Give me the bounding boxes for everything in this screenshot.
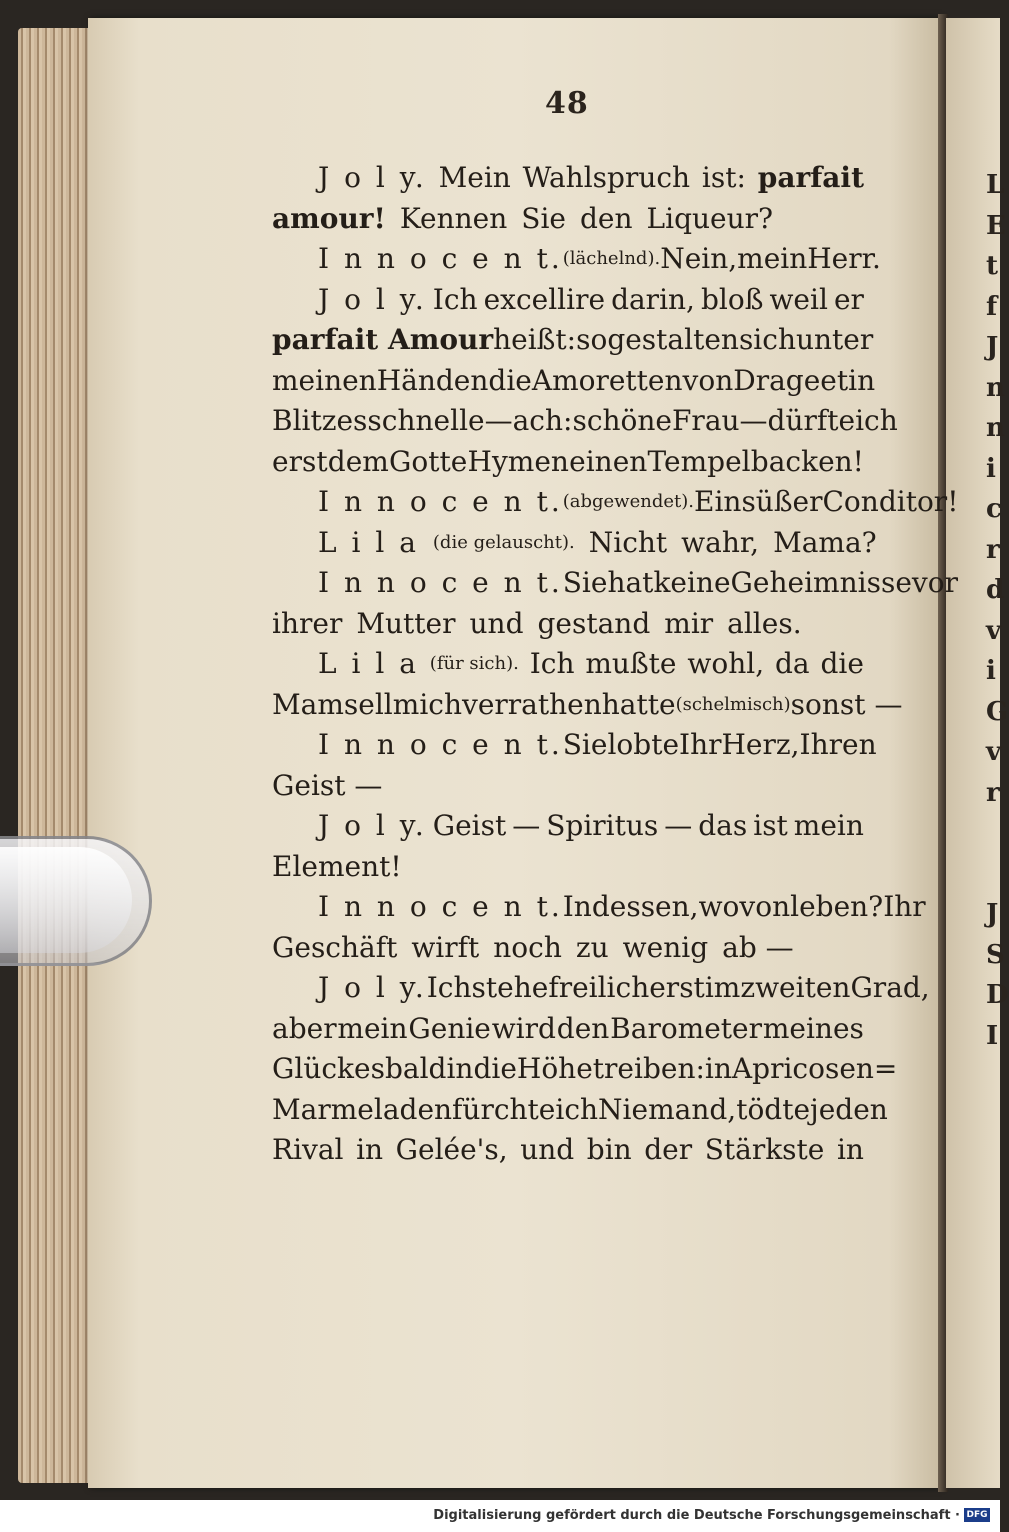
text-line bbox=[272, 1049, 898, 1090]
speaker-name: I n n o c e n t. bbox=[318, 890, 563, 923]
next-page-letter: t bbox=[986, 251, 999, 281]
word: excellire bbox=[483, 282, 606, 316]
word: mein bbox=[793, 809, 864, 842]
word: dem bbox=[327, 444, 389, 478]
word: Nein, bbox=[660, 242, 738, 275]
word: der bbox=[644, 1133, 693, 1166]
word: heißt: bbox=[493, 323, 577, 356]
word: den bbox=[556, 1011, 610, 1045]
word: in bbox=[356, 1133, 384, 1166]
next-page-letter: v bbox=[986, 615, 1002, 646]
word: Sie bbox=[562, 566, 608, 599]
word: die bbox=[473, 1052, 517, 1085]
word: gestand bbox=[537, 606, 651, 640]
word: Nicht bbox=[588, 525, 668, 559]
word: Niemand, bbox=[598, 1092, 737, 1126]
word: ist: bbox=[701, 161, 746, 194]
dfg-logo-icon: DFG bbox=[964, 1508, 990, 1522]
page-text bbox=[272, 158, 959, 1171]
word: die bbox=[488, 363, 532, 397]
word: meinen bbox=[272, 363, 377, 397]
word: backen! bbox=[750, 444, 864, 478]
word: von bbox=[682, 363, 734, 397]
word: Geheimnisse bbox=[730, 566, 912, 599]
word: fürchte bbox=[452, 1092, 556, 1126]
word: süßer bbox=[741, 485, 823, 518]
word: Händen bbox=[376, 363, 489, 397]
word: Geschäft bbox=[272, 930, 398, 964]
word: Ihren bbox=[799, 728, 877, 761]
word: Grad, bbox=[850, 971, 930, 1004]
word: hat bbox=[607, 566, 654, 599]
text-line bbox=[272, 320, 874, 361]
word: Rival bbox=[272, 1133, 344, 1166]
word: hatte bbox=[601, 687, 676, 721]
word: Apricosen= bbox=[731, 1052, 898, 1085]
word: ich bbox=[555, 1092, 599, 1126]
text-line bbox=[272, 158, 864, 199]
text-line bbox=[272, 604, 864, 645]
word: verrathen bbox=[462, 687, 602, 721]
word: Ihr bbox=[883, 890, 926, 923]
word: aber bbox=[272, 1011, 337, 1045]
word: Geist — bbox=[272, 768, 383, 802]
next-page-letter: d bbox=[986, 575, 1005, 605]
text-line bbox=[272, 1090, 888, 1131]
next-page-letter: L bbox=[986, 170, 1005, 200]
text-line bbox=[272, 1130, 864, 1171]
word: (für sich). bbox=[429, 653, 519, 674]
word: leben? bbox=[790, 890, 884, 923]
text-line bbox=[272, 725, 877, 766]
word: sich bbox=[738, 323, 796, 356]
book-clip bbox=[0, 836, 152, 966]
word: den bbox=[579, 201, 633, 235]
word: lobte bbox=[607, 728, 680, 761]
word: unter bbox=[795, 323, 874, 356]
word: Genie bbox=[408, 1011, 491, 1045]
word: und bbox=[520, 1133, 575, 1166]
word: weil bbox=[769, 282, 828, 316]
text-line bbox=[272, 563, 958, 604]
word: in bbox=[848, 363, 876, 397]
next-page-letter: v bbox=[986, 737, 1002, 767]
word: Mama? bbox=[773, 525, 877, 559]
text-line bbox=[272, 199, 864, 240]
word: Mamsell bbox=[272, 687, 393, 721]
speaker-name: J o l y. bbox=[318, 809, 427, 842]
word: (die gelauscht). bbox=[432, 531, 575, 553]
word: Ihr bbox=[679, 728, 722, 761]
word: in bbox=[704, 1052, 732, 1085]
word: wahr, bbox=[681, 525, 760, 559]
next-page-letter: J bbox=[986, 332, 999, 362]
word: Drageet bbox=[733, 363, 849, 397]
word: mein bbox=[737, 242, 808, 275]
word: Hymen bbox=[467, 444, 569, 478]
text-line bbox=[272, 523, 877, 564]
word: Mutter bbox=[356, 606, 456, 640]
word: und bbox=[469, 606, 524, 640]
footer bbox=[0, 1500, 1000, 1532]
word: Gotte bbox=[389, 444, 468, 478]
word: (lächelnd). bbox=[562, 248, 661, 269]
word: mein bbox=[337, 1011, 408, 1045]
word: — bbox=[739, 404, 768, 437]
text-line bbox=[272, 239, 881, 280]
word: freilich bbox=[548, 971, 650, 1004]
word: Höhe bbox=[516, 1052, 593, 1085]
word: parfait Amour bbox=[272, 323, 494, 356]
word: Amoretten bbox=[531, 363, 683, 397]
word: Tempel bbox=[647, 444, 751, 478]
next-page-letter: G bbox=[986, 696, 1009, 727]
text-line bbox=[272, 685, 903, 726]
page-number: 48 bbox=[545, 86, 589, 121]
word: wenig bbox=[622, 930, 709, 964]
word: jeden bbox=[810, 1092, 888, 1126]
word: Marmeladen bbox=[272, 1092, 453, 1126]
text-line bbox=[272, 401, 898, 442]
word: ich bbox=[855, 404, 898, 437]
word: stehe bbox=[471, 971, 549, 1004]
word: Indessen, bbox=[562, 890, 699, 923]
word: (schelmisch) bbox=[675, 693, 791, 715]
word: Blitzesschnelle bbox=[272, 404, 485, 437]
word: dürfte bbox=[767, 404, 856, 437]
word: erst bbox=[649, 971, 705, 1004]
text-line bbox=[272, 482, 959, 523]
word: Sie bbox=[521, 201, 566, 235]
next-page-letter: J bbox=[986, 899, 999, 929]
word: die bbox=[820, 647, 864, 680]
word: amour! bbox=[272, 201, 386, 235]
word: mußte bbox=[585, 647, 677, 680]
word: (abgewendet). bbox=[562, 491, 694, 512]
speaker-name: L i l a bbox=[318, 647, 419, 680]
word: Ein bbox=[694, 485, 742, 518]
next-page-letter: c bbox=[986, 494, 1002, 524]
word: ach: bbox=[512, 404, 573, 437]
word: da bbox=[774, 647, 810, 680]
speaker-name: I n n o c e n t. bbox=[318, 242, 563, 275]
word: einen bbox=[569, 444, 648, 478]
next-page-letter: E bbox=[986, 210, 1006, 241]
text-line bbox=[272, 766, 864, 807]
word: mir bbox=[664, 606, 714, 640]
speaker-name: I n n o c e n t. bbox=[318, 485, 563, 518]
word: sonst — bbox=[790, 687, 903, 721]
speaker-name: L i l a bbox=[318, 525, 419, 559]
text-line bbox=[272, 887, 926, 928]
text-line bbox=[272, 806, 864, 847]
text-line bbox=[272, 442, 864, 483]
book-clip-inner bbox=[0, 847, 132, 953]
word: Mein bbox=[438, 161, 511, 194]
word: Sie bbox=[562, 728, 608, 761]
word: Barometer bbox=[610, 1011, 763, 1045]
word: — bbox=[512, 809, 541, 842]
next-page-letter: S bbox=[986, 939, 1005, 970]
word: das bbox=[698, 809, 748, 842]
word: zu bbox=[575, 930, 609, 964]
word: Spiritus bbox=[546, 809, 659, 842]
next-page-letter: n bbox=[986, 413, 1005, 443]
word: noch bbox=[493, 930, 562, 964]
text-line bbox=[272, 361, 876, 402]
word: Geist bbox=[432, 809, 507, 842]
word: im bbox=[704, 971, 741, 1004]
word: Conditor! bbox=[822, 485, 959, 518]
text-line bbox=[272, 280, 864, 321]
word: tödte bbox=[736, 1092, 811, 1126]
word: keine bbox=[653, 566, 731, 599]
word: erst bbox=[272, 444, 328, 478]
word: gestalten bbox=[607, 323, 739, 356]
word: — bbox=[484, 404, 513, 437]
word: Herr. bbox=[807, 242, 881, 275]
word: wirft bbox=[411, 930, 480, 964]
speaker-name: I n n o c e n t. bbox=[318, 566, 563, 599]
word: Element! bbox=[272, 849, 402, 883]
footer-credit: Digitalisierung gefördert durch die Deutsche Forschungsgemeinschaft · bbox=[433, 1508, 960, 1523]
word: schöne bbox=[572, 404, 672, 437]
word: wohl, bbox=[687, 647, 765, 680]
next-page-letter: i bbox=[986, 656, 996, 686]
text-line bbox=[272, 644, 864, 685]
text-line bbox=[272, 847, 864, 888]
word: bald bbox=[384, 1052, 447, 1085]
word: ihrer bbox=[272, 606, 343, 640]
word: mich bbox=[392, 687, 462, 721]
word: Gelée's, bbox=[395, 1133, 508, 1166]
word: bin bbox=[586, 1133, 632, 1166]
word: meines bbox=[762, 1011, 864, 1045]
word: in bbox=[446, 1052, 474, 1085]
word: ab — bbox=[722, 930, 794, 964]
word: wird bbox=[491, 1011, 556, 1045]
word: Glückes bbox=[272, 1052, 385, 1085]
word: Ich bbox=[426, 971, 472, 1004]
word: Herz, bbox=[721, 728, 800, 761]
word: ist bbox=[753, 809, 788, 842]
word: darin, bbox=[611, 282, 695, 316]
word: bloß bbox=[700, 282, 764, 316]
next-page-letter: i bbox=[986, 453, 996, 484]
word: Kennen bbox=[399, 201, 508, 235]
word: so bbox=[576, 323, 608, 356]
next-page-letter: r bbox=[986, 777, 1000, 808]
text-line bbox=[272, 1009, 864, 1050]
next-page-letter: n bbox=[986, 372, 1005, 403]
word: zweiten bbox=[740, 971, 851, 1004]
text-line bbox=[272, 968, 930, 1009]
next-page-letter: I bbox=[986, 1020, 999, 1051]
word: wovon bbox=[698, 890, 791, 923]
word: — bbox=[664, 809, 693, 842]
word: er bbox=[833, 282, 864, 316]
page-edges bbox=[18, 28, 98, 1483]
next-page-letter: r bbox=[986, 534, 1000, 565]
word: Liqueur? bbox=[646, 201, 774, 235]
word: treiben: bbox=[592, 1052, 705, 1085]
next-page-letter: D bbox=[986, 980, 1009, 1010]
word: in bbox=[836, 1133, 864, 1166]
word: Wahlspruch bbox=[522, 161, 691, 194]
word: alles. bbox=[727, 606, 802, 640]
word: Ich bbox=[432, 282, 478, 316]
word: Frau bbox=[672, 404, 740, 437]
text-line bbox=[272, 928, 864, 969]
speaker-name: J o l y. bbox=[318, 971, 427, 1004]
speaker-name: J o l y. bbox=[318, 282, 427, 316]
speaker-name: J o l y. bbox=[318, 161, 427, 194]
next-page-letter: f bbox=[986, 291, 998, 322]
word: parfait bbox=[757, 161, 864, 194]
word: vor bbox=[911, 566, 958, 599]
word: Stärkste bbox=[704, 1133, 825, 1166]
speaker-name: I n n o c e n t. bbox=[318, 728, 563, 761]
word: Ich bbox=[529, 647, 575, 680]
